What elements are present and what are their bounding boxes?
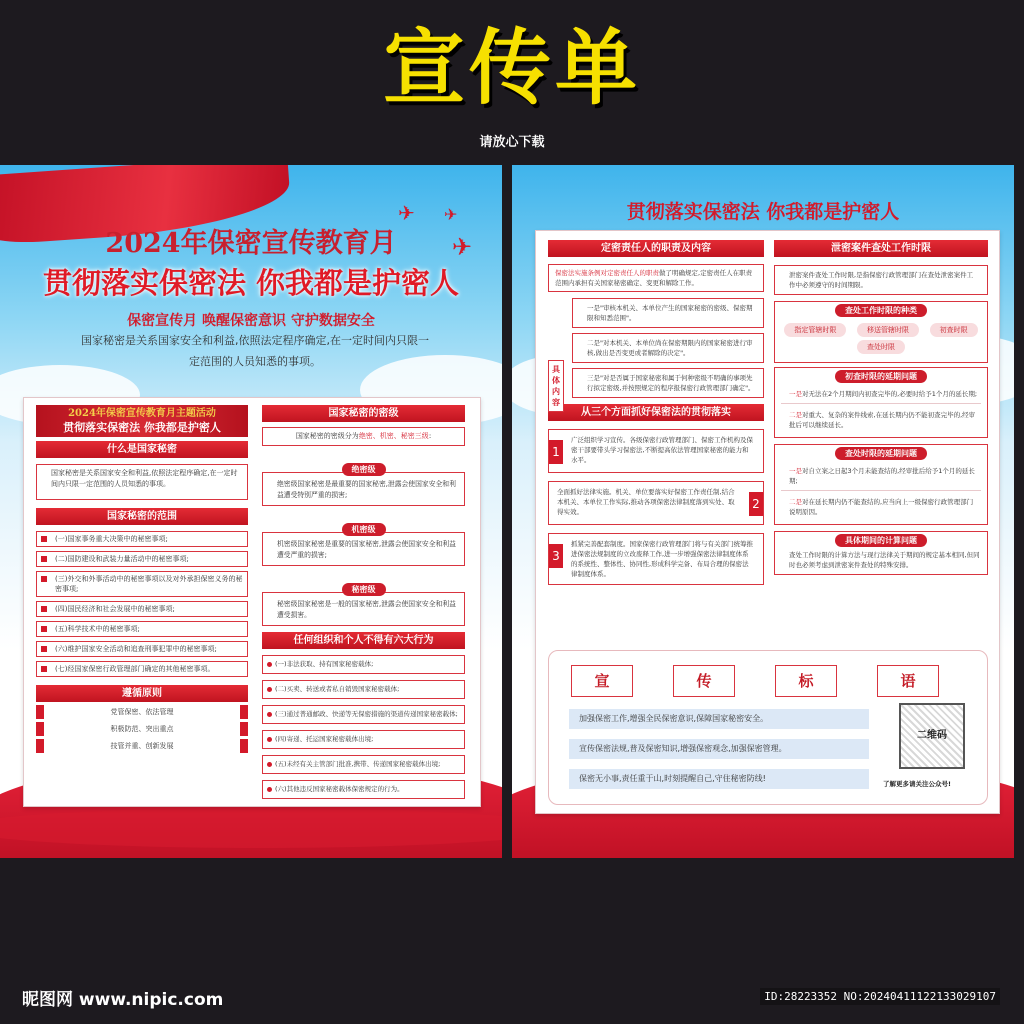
scope-item-text: (六)维护国家安全活动和追查刑事犯罪中的秘密事项;	[55, 645, 217, 653]
ext1-list	[781, 387, 981, 434]
section-title-bans: 任何组织和个人不得有六大行为	[262, 632, 465, 649]
level-item	[262, 453, 465, 506]
scope-item	[36, 571, 248, 597]
item-number: 2	[749, 492, 763, 516]
ban-list	[262, 655, 465, 799]
case-text: 泄密案件查处工作时限,是指保密行政管理部门在查处泄密案件工作中必须遵守的时间期限。	[774, 265, 988, 295]
kind-tag: 查处时限	[857, 340, 905, 354]
three-item	[548, 533, 764, 585]
sub-title: 请放心下载	[479, 135, 545, 150]
scope-item-text: (三)外交和外事活动中的秘密事项以及对外承担保密义务的秘密事项;	[55, 575, 243, 593]
scope-item	[36, 551, 248, 567]
ext2-box	[774, 444, 988, 525]
bullet-square-icon	[41, 666, 47, 672]
dove-icon: ✈	[444, 205, 458, 224]
section-title-duty: 定密责任人的职责及内容	[548, 240, 764, 257]
principle-list	[36, 705, 248, 753]
ext1-box	[774, 367, 988, 438]
kind-tag: 移送管辖时限	[857, 323, 919, 337]
bullet-square-icon	[41, 606, 47, 612]
activity-banner	[36, 405, 248, 437]
qr-caption: 了解更多请关注公众号!	[883, 780, 951, 788]
ban-item-text: (六)其他违反国家秘密载体保密规定的行为。	[275, 785, 404, 793]
three-item-text: 广泛组织学习宣传。各级保密行政管理部门、保密工作机构及保密干部要带头学习保密法,不断提高依法管理国家秘密的能力和水平。	[571, 436, 753, 464]
slogan-list	[569, 709, 869, 799]
banner-line-2: 贯彻落实保密法 你我都是护密人	[63, 421, 221, 434]
image-id: ID:28223352 NO:20240411122133029107	[760, 988, 1000, 1005]
ext1-item-lead: 一是	[789, 390, 802, 398]
slogan-char: 宣	[571, 665, 633, 697]
duty-list	[572, 298, 764, 398]
kinds-list	[781, 323, 981, 354]
level-name: 绝密级	[342, 463, 386, 476]
scope-item-text: (七)经国家保密行政管理部门确定的其他秘密事项。	[55, 665, 215, 673]
bullet-square-icon	[41, 576, 47, 582]
ext1-item	[781, 408, 981, 434]
ban-item	[262, 755, 465, 774]
bullet-dot-icon	[267, 787, 272, 792]
level-text: 机密级国家秘密是重要的国家秘密,泄露会使国家安全和利益遭受严重的损害;	[262, 532, 465, 566]
slogan-item: 加强保密工作,增强全民保密意识,保障国家秘密安全。	[569, 709, 869, 729]
banner-line-1: 2024年保密宣传教育月主题活动	[68, 408, 216, 419]
level-name: 秘密级	[342, 583, 386, 596]
slogan-char: 传	[673, 665, 735, 697]
main-title: 宣传单	[382, 20, 641, 116]
level-item	[262, 513, 465, 566]
kind-tag: 初查时限	[930, 323, 978, 337]
bullet-square-icon	[41, 626, 47, 632]
ban-item	[262, 730, 465, 749]
level-intro-colon: :	[428, 432, 432, 440]
ext1-item-text: 对重大、复杂的案件线索,在延长期内仍不能初查完毕的,经审批后可以继续延长。	[789, 411, 976, 429]
what-text: 国家秘密是关系国家安全和利益,依照法定程序确定,在一定时间内只限一定范围的人员知悉的事项。	[36, 464, 248, 500]
calc-text: 查处工作时限的计算方法与现行法律关于期间的规定基本相同,但同时也必须考虑到泄密案件查处的特殊安排。	[789, 551, 980, 569]
duty-intro-text: 做了明确规定,定密责任人在职责范围内承担有关国家秘密确定、变更和解除工作。	[555, 269, 753, 287]
item-number: 1	[549, 440, 563, 464]
level-name: 机密级	[342, 523, 386, 536]
item-number: 3	[549, 544, 563, 568]
level-intro	[262, 427, 465, 446]
scope-list	[36, 531, 248, 677]
principle-item: 党管保密、依法管理	[36, 705, 248, 719]
ext2-item-lead: 二是	[789, 498, 802, 506]
section-title-case: 泄密案件查处工作时限	[774, 240, 988, 257]
bullet-dot-icon	[267, 712, 272, 717]
content-panel	[23, 397, 481, 807]
level-item	[262, 573, 465, 626]
slogan-char: 语	[877, 665, 939, 697]
kinds-box	[774, 301, 988, 363]
ext2-item-lead: 一是	[789, 467, 802, 475]
duty-item: 一是"审核本机关、本单位产生的国家秘密的密级、保密期限和知悉范围"。	[572, 298, 764, 328]
scope-item-text: (四)国民经济和社会发展中的秘密事项;	[55, 605, 175, 613]
red-wave-decoration	[0, 808, 502, 848]
poster-intro: 国家秘密是关系国家安全和利益,依照法定程序确定,在一定时间内只限一定范围的人员知悉的事项。	[81, 334, 429, 368]
slogan-chars	[549, 665, 987, 699]
left-poster	[0, 165, 502, 858]
content-panel	[535, 230, 1000, 814]
bullet-dot-icon	[267, 687, 272, 692]
poster-headline: 贯彻落实保密法 你我都是护密人	[42, 266, 460, 300]
level-text: 秘密级国家秘密是一般的国家秘密,泄露会使国家安全和利益遭受损害。	[262, 592, 465, 626]
level-intro-text: 国家秘密的密级分为	[295, 432, 359, 440]
kinds-title: 查处工作时限的种类	[835, 304, 927, 317]
ext2-list	[781, 464, 981, 521]
scope-item-text: (二)国防建设和武装力量活动中的秘密事项;	[55, 555, 189, 563]
duty-intro	[548, 264, 764, 292]
slogan-item: 保密无小事,责任重于山,时刻提醒自己,守住秘密防线!	[569, 769, 869, 789]
ban-item-text: (五)未经有关主管部门批准,携带、传递国家秘密载体出境;	[275, 760, 441, 768]
site-logo[interactable]: 昵图网 www.nipic.com	[22, 990, 224, 1010]
level-list	[262, 453, 465, 626]
principle-item: 技管并重、创新发展	[36, 739, 248, 753]
section-title-three: 从三个方面抓好保密法的贯彻落实	[548, 404, 764, 421]
scope-item	[36, 621, 248, 637]
scope-item	[36, 641, 248, 657]
poster-title: 2024年保密宣传教育月	[105, 228, 397, 259]
bullet-square-icon	[41, 536, 47, 542]
section-title-scope: 国家秘密的范围	[36, 508, 248, 525]
ext1-item	[781, 387, 981, 404]
right-poster	[512, 165, 1014, 858]
ext2-item-text: 对自立案之日起3个月未能查结的,经审批后给予1个月的延长期;	[789, 467, 975, 485]
poster-headline: 贯彻落实保密法 你我都是护密人	[626, 201, 900, 223]
dove-icon: ✈	[452, 233, 473, 261]
ext2-item-text: 对在延长期内仍不能查结的,应当向上一级保密行政管理部门说明原因。	[789, 498, 974, 516]
kind-tag: 指定管辖时限	[784, 323, 846, 337]
ban-item	[262, 705, 465, 724]
qr-code[interactable]	[899, 703, 965, 769]
side-label: 具体内容	[548, 360, 564, 412]
duty-item: 三是"对是否属于国家秘密和属于何种密级不明确的事项先行拟定密级,并按照规定的程序报保密行政管理部门确定"。	[572, 368, 764, 398]
calc-box	[774, 531, 988, 575]
ban-item-text: (四)寄递、托运国家秘密载体出境;	[275, 735, 374, 743]
principle-item: 积极防范、突出重点	[36, 722, 248, 736]
ext2-title: 查处时限的延期问题	[835, 447, 927, 460]
three-item-text: 抓紧完善配套制度。国家保密行政管理部门将与有关部门统筹推进保密法规制度的立改废释工作,进一步增强保密法律制度体系的系统性、整体性、协同性,形成科学完备、布局合理的保密法律制度体系。	[571, 540, 753, 578]
three-item-text: 全面抓好法律实施。机关、单位要落实好保密工作责任制,结合本机关、本单位工作实际,推动各项保密法律制度落到实处、取得实效。	[557, 488, 735, 516]
section-title-level: 国家秘密的密级	[262, 405, 465, 422]
bullet-square-icon	[41, 646, 47, 652]
level-text: 绝密级国家秘密是最重要的国家秘密,泄露会使国家安全和利益遭受特别严重的损害;	[262, 472, 465, 506]
level-intro-highlight: 绝密、机密、秘密三级	[358, 432, 429, 440]
ext1-item-text: 对无法在2个月期间内初查完毕的,必要时给予1个月的延长期;	[802, 390, 978, 398]
duty-details	[548, 298, 764, 407]
section-title-principle: 遵循原则	[36, 685, 248, 702]
ext2-item	[781, 464, 981, 491]
scope-item	[36, 531, 248, 547]
ban-item-text: (二)买卖、转送或者私自销毁国家秘密载体;	[275, 685, 400, 693]
three-item	[548, 481, 764, 525]
scope-item-text: (五)科学技术中的秘密事项;	[55, 625, 140, 633]
dove-icon: ✈	[398, 201, 415, 225]
ext1-item-lead: 二是	[789, 411, 802, 419]
ext1-title: 初查时限的延期问题	[835, 370, 927, 383]
qr-label: 二维码	[917, 730, 947, 741]
poster-slogan: 保密宣传月 唤醒保密意识 守护数据安全	[127, 313, 375, 329]
slogan-panel	[548, 650, 988, 805]
duty-item: 二是"对本机关、本单位尚在保密期限内的国家秘密进行审核,做出是否变更或者解除的决定"。	[572, 333, 764, 363]
scope-item	[36, 661, 248, 677]
calc-title: 具体期间的计算问题	[835, 534, 927, 547]
three-list	[548, 429, 764, 585]
bullet-square-icon	[41, 556, 47, 562]
bullet-dot-icon	[267, 762, 272, 767]
ban-item-text: (三)通过普通邮政、快递等无保密措施的渠道传递国家秘密载体;	[275, 710, 458, 718]
scope-item-text: (一)国家事务重大决策中的秘密事项;	[55, 535, 168, 543]
slogan-char: 标	[775, 665, 837, 697]
ban-item	[262, 780, 465, 799]
slogan-item: 宣传保密法规,普及保密知识,增强保密观念,加强保密管理。	[569, 739, 869, 759]
section-title-what: 什么是国家秘密	[36, 441, 248, 458]
duty-intro-highlight: 保密法实施条例对定密责任人的职责	[555, 269, 659, 277]
ban-item-text: (一)非法获取、持有国家秘密载体;	[275, 660, 374, 668]
ext2-item	[781, 495, 981, 521]
bullet-dot-icon	[267, 737, 272, 742]
ban-item	[262, 680, 465, 699]
three-item	[548, 429, 764, 473]
scope-item	[36, 601, 248, 617]
ban-item	[262, 655, 465, 674]
bullet-dot-icon	[267, 662, 272, 667]
